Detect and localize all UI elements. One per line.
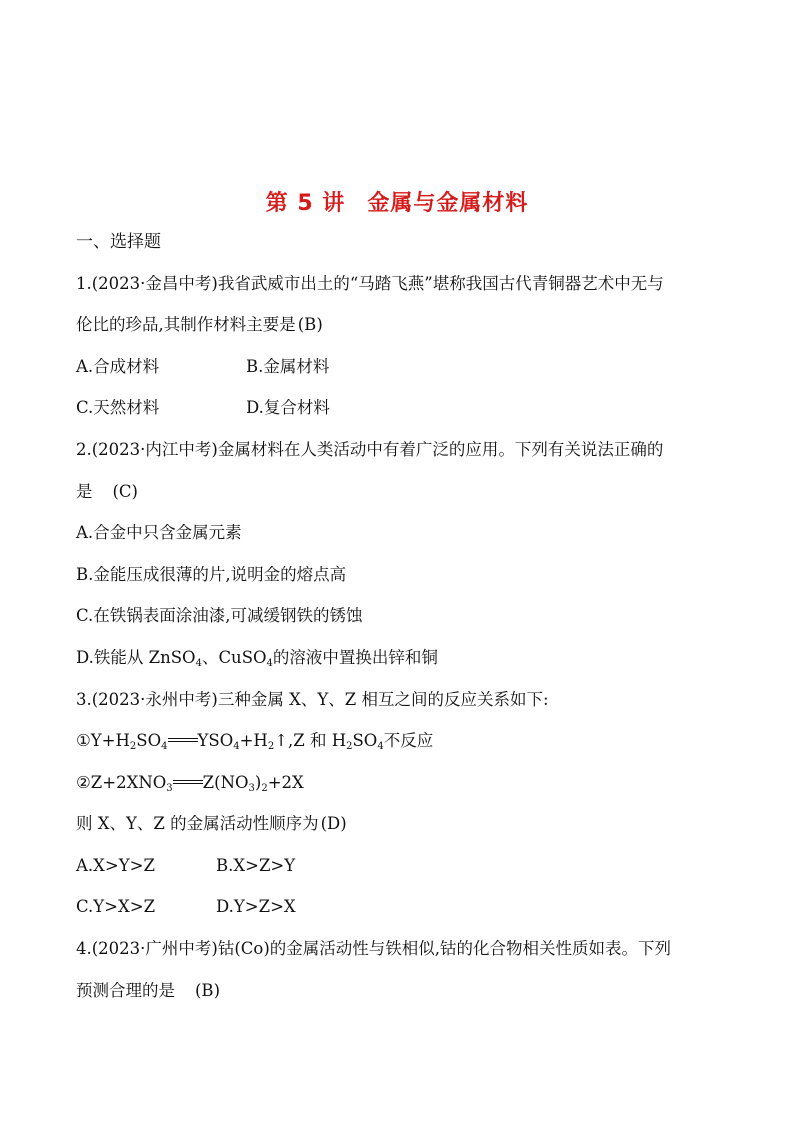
equals-sign (173, 780, 203, 784)
q2-answer: (C) (112, 482, 138, 501)
q1-options-row1 (76, 356, 736, 378)
q4-stem-line2 (76, 980, 736, 1002)
subscript: 2 (129, 741, 137, 752)
subscript: 4 (161, 741, 168, 752)
q3-option-a: A.X>Y>Z (76, 856, 155, 875)
reaction-text: +H (239, 731, 268, 750)
q3-stem-text: 则 X、Y、Z 的金属活动性顺序为 (76, 814, 319, 833)
q1-answer: (B) (297, 315, 323, 334)
reaction-text: ) (254, 773, 262, 792)
q3-option-c: C.Y>X>Z (76, 897, 156, 916)
equals-sign (168, 738, 198, 742)
subscript: 4 (195, 658, 202, 669)
subscript: 4 (266, 658, 273, 669)
reaction-text: 不反应 (383, 731, 434, 750)
subscript: 2 (261, 783, 268, 794)
q2-stem-line1: 2.(2023·内江中考)金属材料在人类活动中有着广泛的应用。下列有关说法正确的 (76, 440, 664, 459)
q3-answer: (D) (320, 814, 347, 833)
subscript: 3 (248, 783, 255, 794)
lecture-number: 第 5 讲 (265, 191, 346, 216)
q3-reaction-1 (76, 730, 736, 752)
q3-options-row2 (76, 896, 736, 918)
reaction-text: SO (352, 731, 378, 750)
q4-answer: (B) (195, 981, 220, 1000)
reaction-text: Z(NO (202, 773, 249, 792)
subscript: 2 (346, 741, 353, 752)
q2-option-a: A.合金中只含金属元素 (76, 523, 242, 542)
q1-stem-line1: 1.(2023·金昌中考)我省武威市出土的“马踏飞燕”堪称我国古代青铜器艺术中无与 (76, 274, 664, 293)
q3-options-row1 (76, 855, 736, 877)
q4-stem-text: 预测合理的是 (76, 981, 175, 1000)
reaction-text: ①Y+H (76, 731, 130, 750)
q2-stem-text: 是 (76, 482, 93, 501)
q1-option-b: B.金属材料 (246, 357, 330, 376)
q2-option-d-text: 的溶液中置换出锌和铜 (272, 648, 438, 667)
reaction-text: SO (136, 731, 162, 750)
subscript: 4 (233, 741, 240, 752)
q3-reaction-2 (76, 772, 736, 794)
q1-options-row2 (76, 397, 736, 419)
q2-option-b: B.金能压成很薄的片,说明金的熔点高 (76, 565, 347, 584)
subscript: 3 (166, 783, 173, 794)
reaction-text: ↑,Z 和 H (274, 731, 347, 750)
q2-option-d-text: 、CuSO (201, 648, 267, 667)
section-heading: 一、选择题 (76, 232, 161, 252)
reaction-text: +2X (267, 773, 304, 792)
q3-stem-line1: 3.(2023·永州中考)三种金属 X、Y、Z 相互之间的反应关系如下: (76, 690, 549, 709)
q3-option-b: B.X>Z>Y (216, 856, 296, 875)
q4-stem-line1: 4.(2023·广州中考)钴(Co)的金属活动性与铁相似,钴的化合物相关性质如表。下列 (76, 939, 672, 958)
q2-stem-line2 (76, 481, 736, 503)
reaction-text: ②Z+2XNO (76, 773, 167, 792)
page-title (0, 186, 794, 217)
q1-stem-text: 伦比的珍品,其制作材料主要是 (76, 315, 296, 334)
q1-option-a: A.合成材料 (76, 357, 160, 376)
q2-option-d (76, 647, 736, 669)
q1-option-d: D.复合材料 (246, 398, 330, 417)
reaction-text: YSO (197, 731, 234, 750)
q1-stem-line2 (76, 314, 736, 336)
q3-option-d: D.Y>Z>X (216, 897, 296, 916)
q1-option-c: C.天然材料 (76, 398, 160, 417)
q2-option-c: C.在铁锅表面涂油漆,可减缓钢铁的锈蚀 (76, 606, 363, 625)
q2-option-d-text: D.铁能从 ZnSO (76, 648, 196, 667)
lecture-topic: 金属与金属材料 (367, 191, 529, 216)
q3-stem-line4 (76, 813, 736, 835)
subscript: 2 (267, 741, 275, 752)
subscript: 4 (377, 741, 384, 752)
